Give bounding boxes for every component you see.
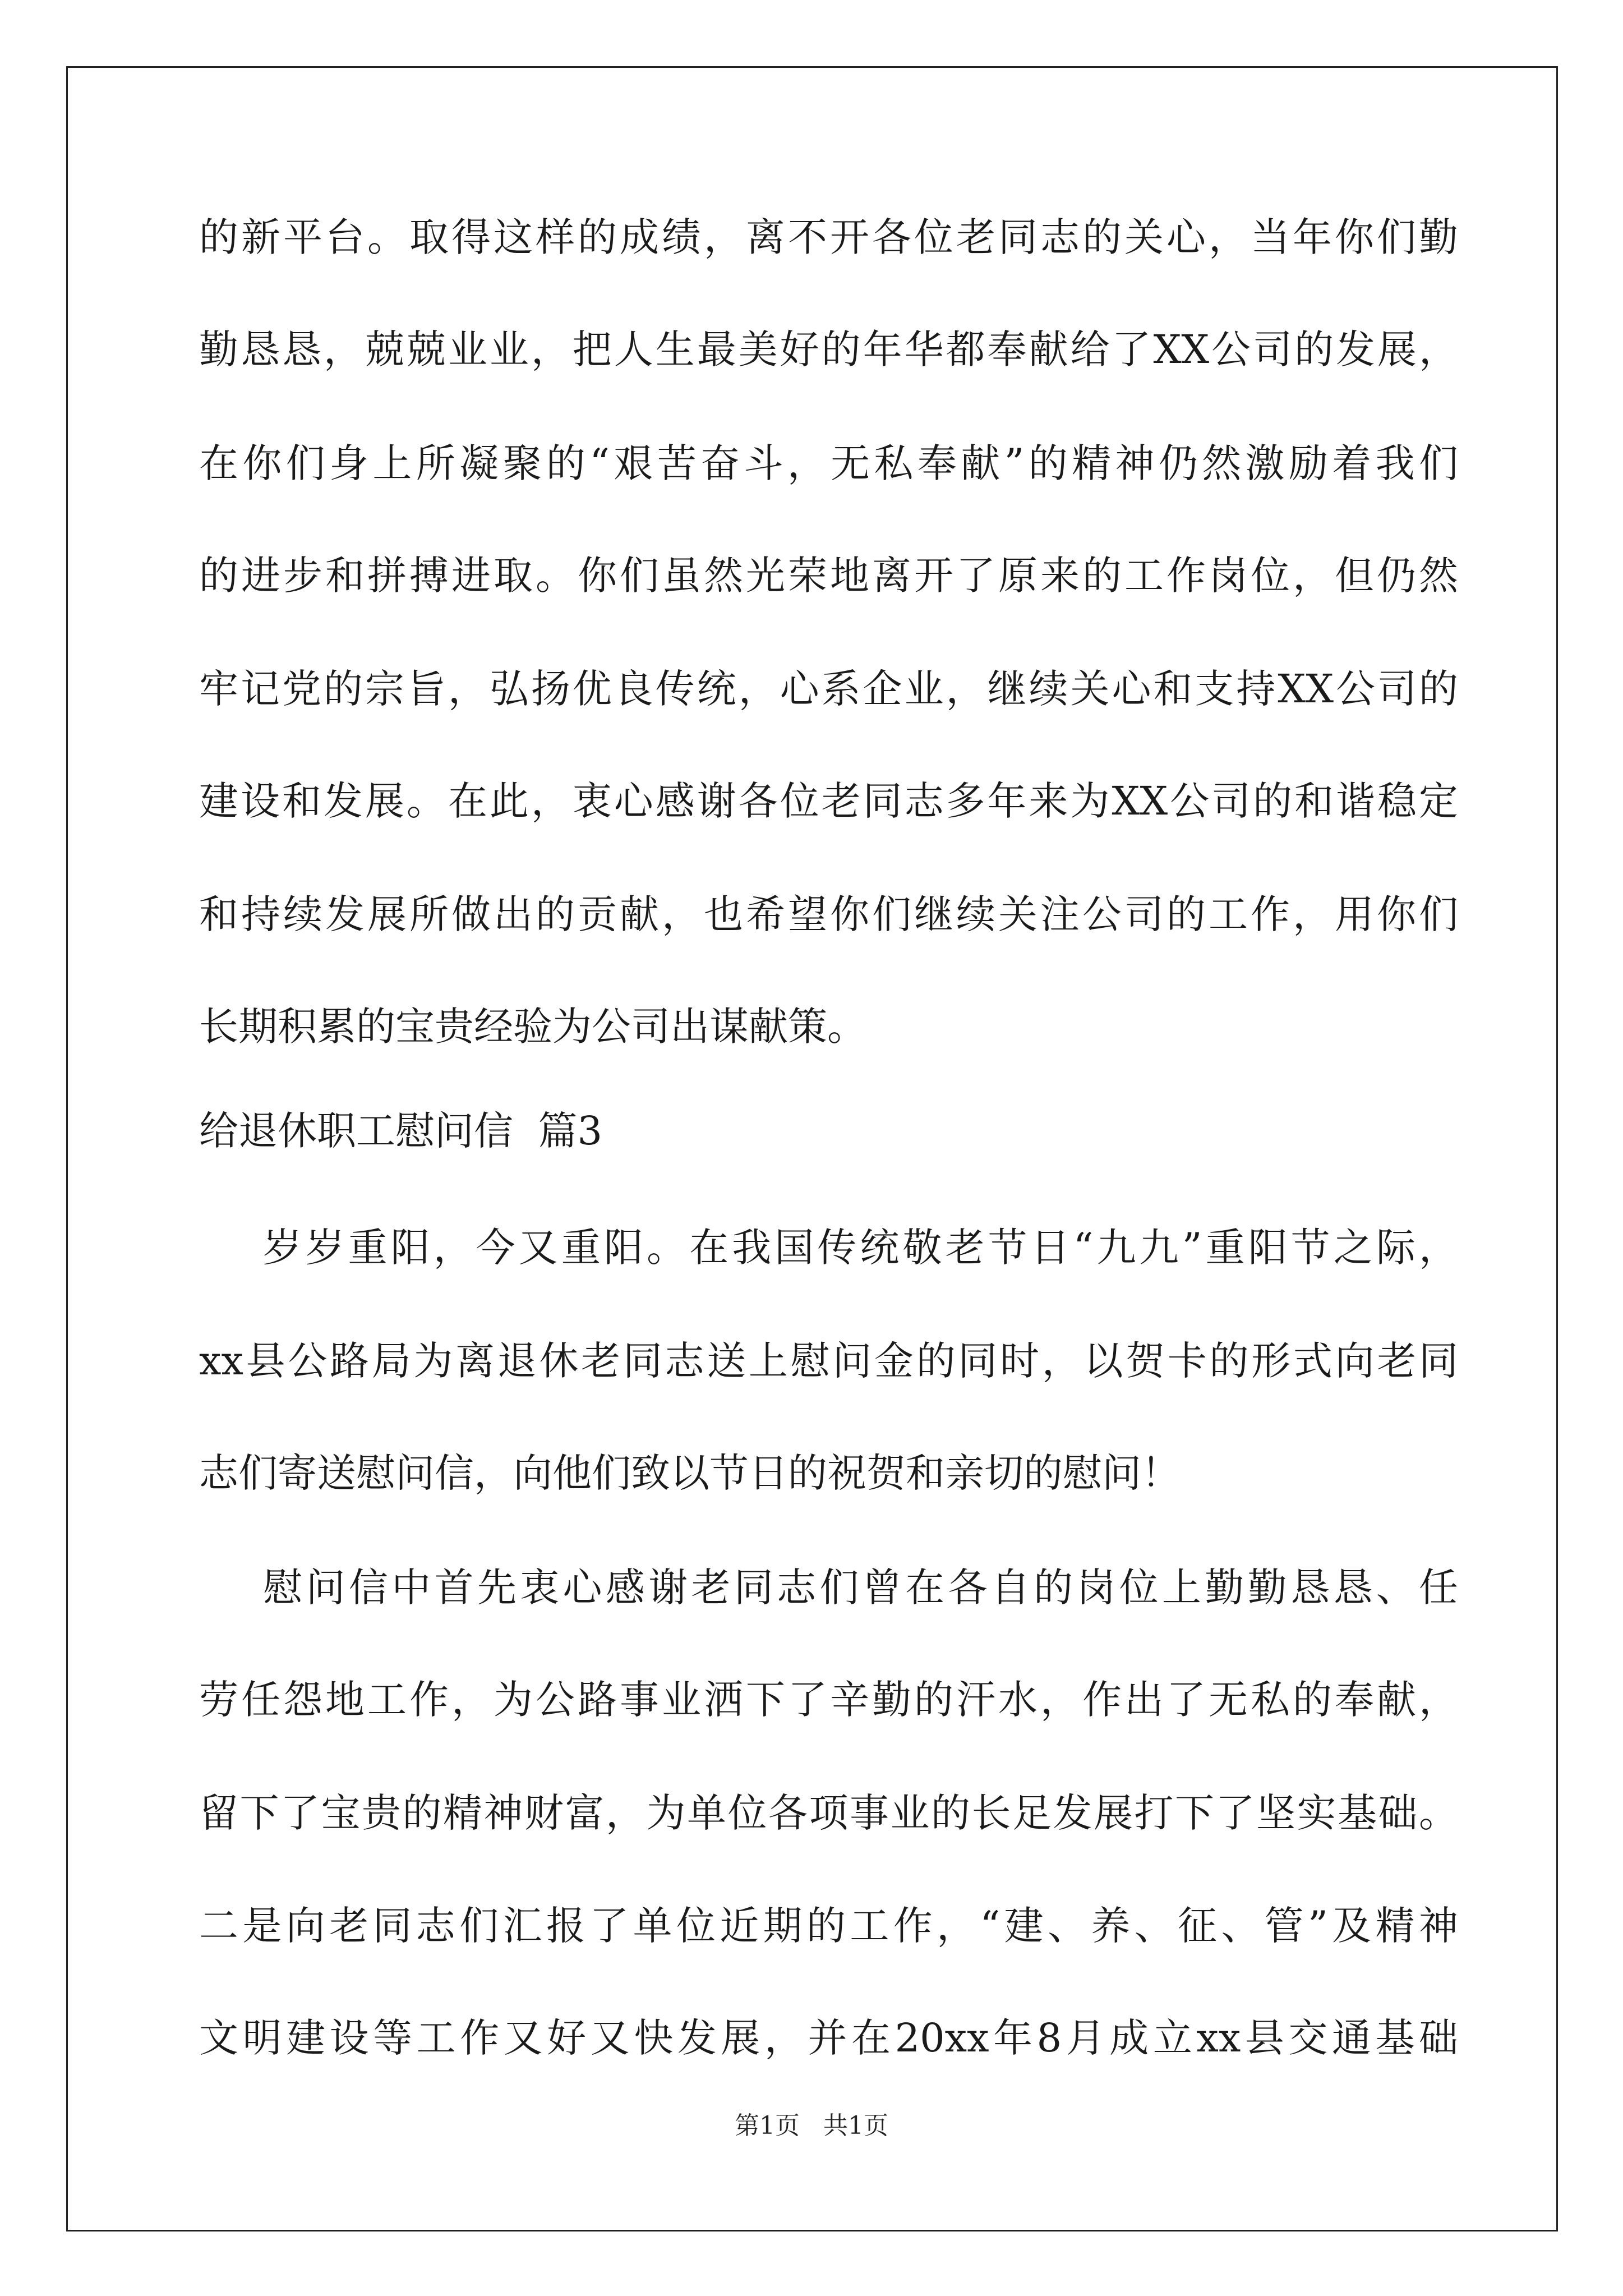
text-line: 的进步和拼搏进取。你们虽然光荣地离开了原来的工作岗位，但仍然 bbox=[199, 553, 1458, 599]
text-line: 在你们身上所凝聚的“艰苦奋斗，无私奉献”的精神仍然激励着我们 bbox=[199, 440, 1458, 486]
text-line: 文明建设等工作又好又快发展，并在20xx年8月成立xx县交通基础 bbox=[199, 2015, 1458, 2061]
text-line: 二是向老同志们汇报了单位近期的工作，“建、养、征、管”及精神 bbox=[199, 1903, 1458, 1949]
text-line: 建设和发展。在此，衷心感谢各位老同志多年来为XX公司的和谐稳定 bbox=[199, 778, 1458, 824]
section-heading: 给退休职工慰问信 篇3 bbox=[199, 1108, 603, 1154]
text-line: 劳任怨地工作，为公路事业洒下了辛勤的汗水，作出了无私的奉献， bbox=[199, 1677, 1458, 1723]
text-line: 牢记党的宗旨，弘扬优良传统，心系企业，继续关心和支持XX公司的 bbox=[199, 666, 1458, 712]
text-line: 和持续发展所做出的贡献，也希望你们继续关注公司的工作，用你们 bbox=[199, 891, 1458, 937]
text-line: 留下了宝贵的精神财富，为单位各项事业的长足发展打下了坚实基础。 bbox=[199, 1790, 1458, 1836]
text-line: 志们寄送慰问信，向他们致以节日的祝贺和亲切的慰问！ bbox=[199, 1450, 1181, 1496]
paragraph-start-line: 岁岁重阳，今又重阳。在我国传统敬老节日“九九”重阳节之际， bbox=[199, 1225, 1458, 1271]
paragraph-start-line: 慰问信中首先衷心感谢老同志们曾在各自的岗位上勤勤恳恳、任 bbox=[199, 1565, 1458, 1611]
text-line: 勤恳恳，兢兢业业，把人生最美好的年华都奉献给了XX公司的发展， bbox=[199, 326, 1458, 372]
text-line: 长期积累的宝贵经验为公司出谋献策。 bbox=[199, 1004, 866, 1050]
page-footer: 第1页 共1页 bbox=[735, 2111, 888, 2140]
text-line: xx县公路局为离退休老同志送上慰问金的同时，以贺卡的形式向老同 bbox=[199, 1338, 1458, 1384]
text-line: 的新平台。取得这样的成绩，离不开各位老同志的关心，当年你们勤 bbox=[199, 214, 1458, 260]
